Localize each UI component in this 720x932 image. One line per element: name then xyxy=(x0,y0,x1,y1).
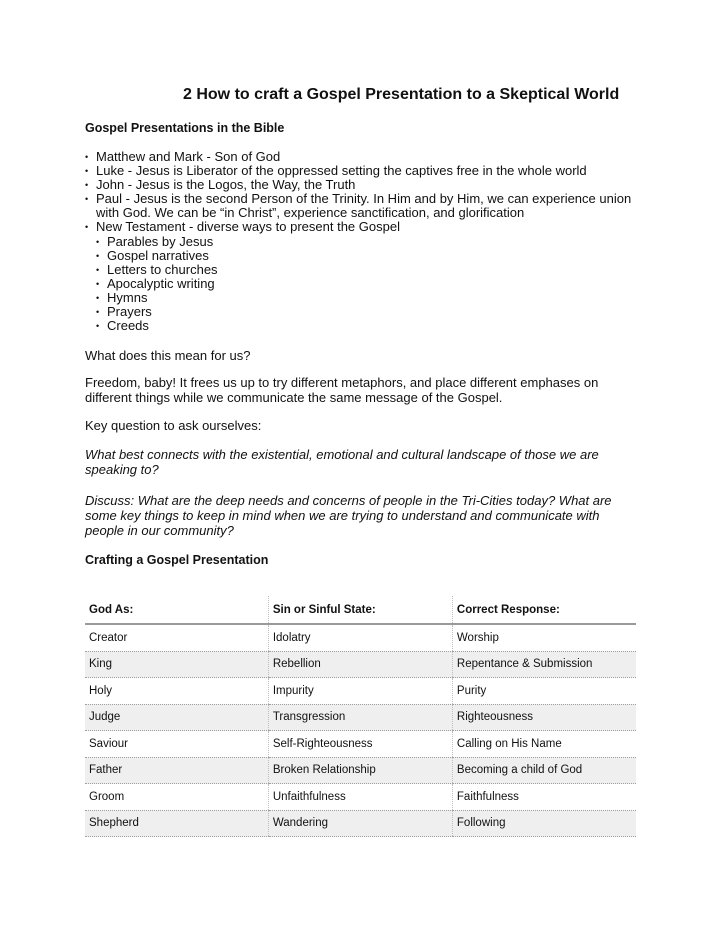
table-header-god: God As: xyxy=(85,596,268,624)
key-question-italic: What best connects with the existential, emotional and cultural landscape of those we are speaking to? xyxy=(85,447,599,477)
bible-presentations-list xyxy=(85,150,637,333)
table-cell: Idolatry xyxy=(268,624,452,651)
table-cell: Righteousness xyxy=(452,704,636,731)
sub-list-item: • Prayers xyxy=(85,305,637,319)
table-row xyxy=(85,624,636,651)
table-cell: Broken Relationship xyxy=(268,757,452,784)
sub-list-item: • Creeds xyxy=(85,319,637,333)
list-item: • Paul - Jesus is the second Person of the Trinity. In Him and by Him, we can experience union with God. We can be “in Christ”, experience sanctification, and glorification xyxy=(85,192,637,220)
table-cell: Worship xyxy=(452,624,636,651)
page-title: 2 How to craft a Gospel Presentation to a Skeptical World xyxy=(183,86,620,103)
table-cell: Calling on His Name xyxy=(452,731,636,758)
table-row xyxy=(85,651,636,678)
list-item: • John - Jesus is the Logos, the Way, the Truth xyxy=(85,178,637,192)
table-cell: Transgression xyxy=(268,704,452,731)
sub-list-item: • Letters to churches xyxy=(85,263,637,277)
table-cell: Unfaithfulness xyxy=(268,784,452,811)
table-row xyxy=(85,810,636,837)
table-cell: King xyxy=(85,651,268,678)
table-cell: Judge xyxy=(85,704,268,731)
table-cell: Faithfulness xyxy=(452,784,636,811)
table-cell: Repentance & Submission xyxy=(452,651,636,678)
sub-list-item: • Gospel narratives xyxy=(85,249,637,263)
table-cell: Shepherd xyxy=(85,810,268,837)
table-cell: Impurity xyxy=(268,678,452,705)
key-question-label: Key question to ask ourselves: xyxy=(85,418,262,433)
table-row xyxy=(85,784,636,811)
table-cell: Self-Righteousness xyxy=(268,731,452,758)
list-item: • Matthew and Mark - Son of God xyxy=(85,150,637,164)
sub-list-item: • Hymns xyxy=(85,291,637,305)
table-row xyxy=(85,731,636,758)
sub-list-item: • Apocalyptic writing xyxy=(85,277,637,291)
gospel-table xyxy=(85,596,636,837)
table-cell: Saviour xyxy=(85,731,268,758)
table-cell: Holy xyxy=(85,678,268,705)
table-cell: Rebellion xyxy=(268,651,452,678)
question-paragraph: What does this mean for us? xyxy=(85,348,251,363)
list-item: • New Testament - diverse ways to present the Gospel xyxy=(85,220,637,234)
table-cell: Father xyxy=(85,757,268,784)
table-cell: Following xyxy=(452,810,636,837)
section-heading-crafting: Crafting a Gospel Presentation xyxy=(85,553,269,567)
list-item: • Luke - Jesus is Liberator of the oppressed setting the captives free in the whole world xyxy=(85,164,637,178)
section-heading-bible: Gospel Presentations in the Bible xyxy=(85,121,285,135)
table-row xyxy=(85,704,636,731)
table-header-row xyxy=(85,596,636,624)
table-cell: Wandering xyxy=(268,810,452,837)
table-header-response: Correct Response: xyxy=(452,596,636,624)
table-cell: Becoming a child of God xyxy=(452,757,636,784)
freedom-paragraph: Freedom, baby! It frees us up to try different metaphors, and place different emphases on different things while we communicate the same message of the Gospel. xyxy=(85,375,599,405)
table-cell: Creator xyxy=(85,624,268,651)
table-row xyxy=(85,678,636,705)
table-cell: Groom xyxy=(85,784,268,811)
discussion-paragraph: Discuss: What are the deep needs and concerns of people in the Tri-Cities today? What are some key things to keep in mind when we are trying to understand and communicate with people in our community? xyxy=(85,493,612,538)
table-header-sin: Sin or Sinful State: xyxy=(268,596,452,624)
sub-list-item: • Parables by Jesus xyxy=(85,235,637,249)
table-row xyxy=(85,757,636,784)
table-cell: Purity xyxy=(452,678,636,705)
